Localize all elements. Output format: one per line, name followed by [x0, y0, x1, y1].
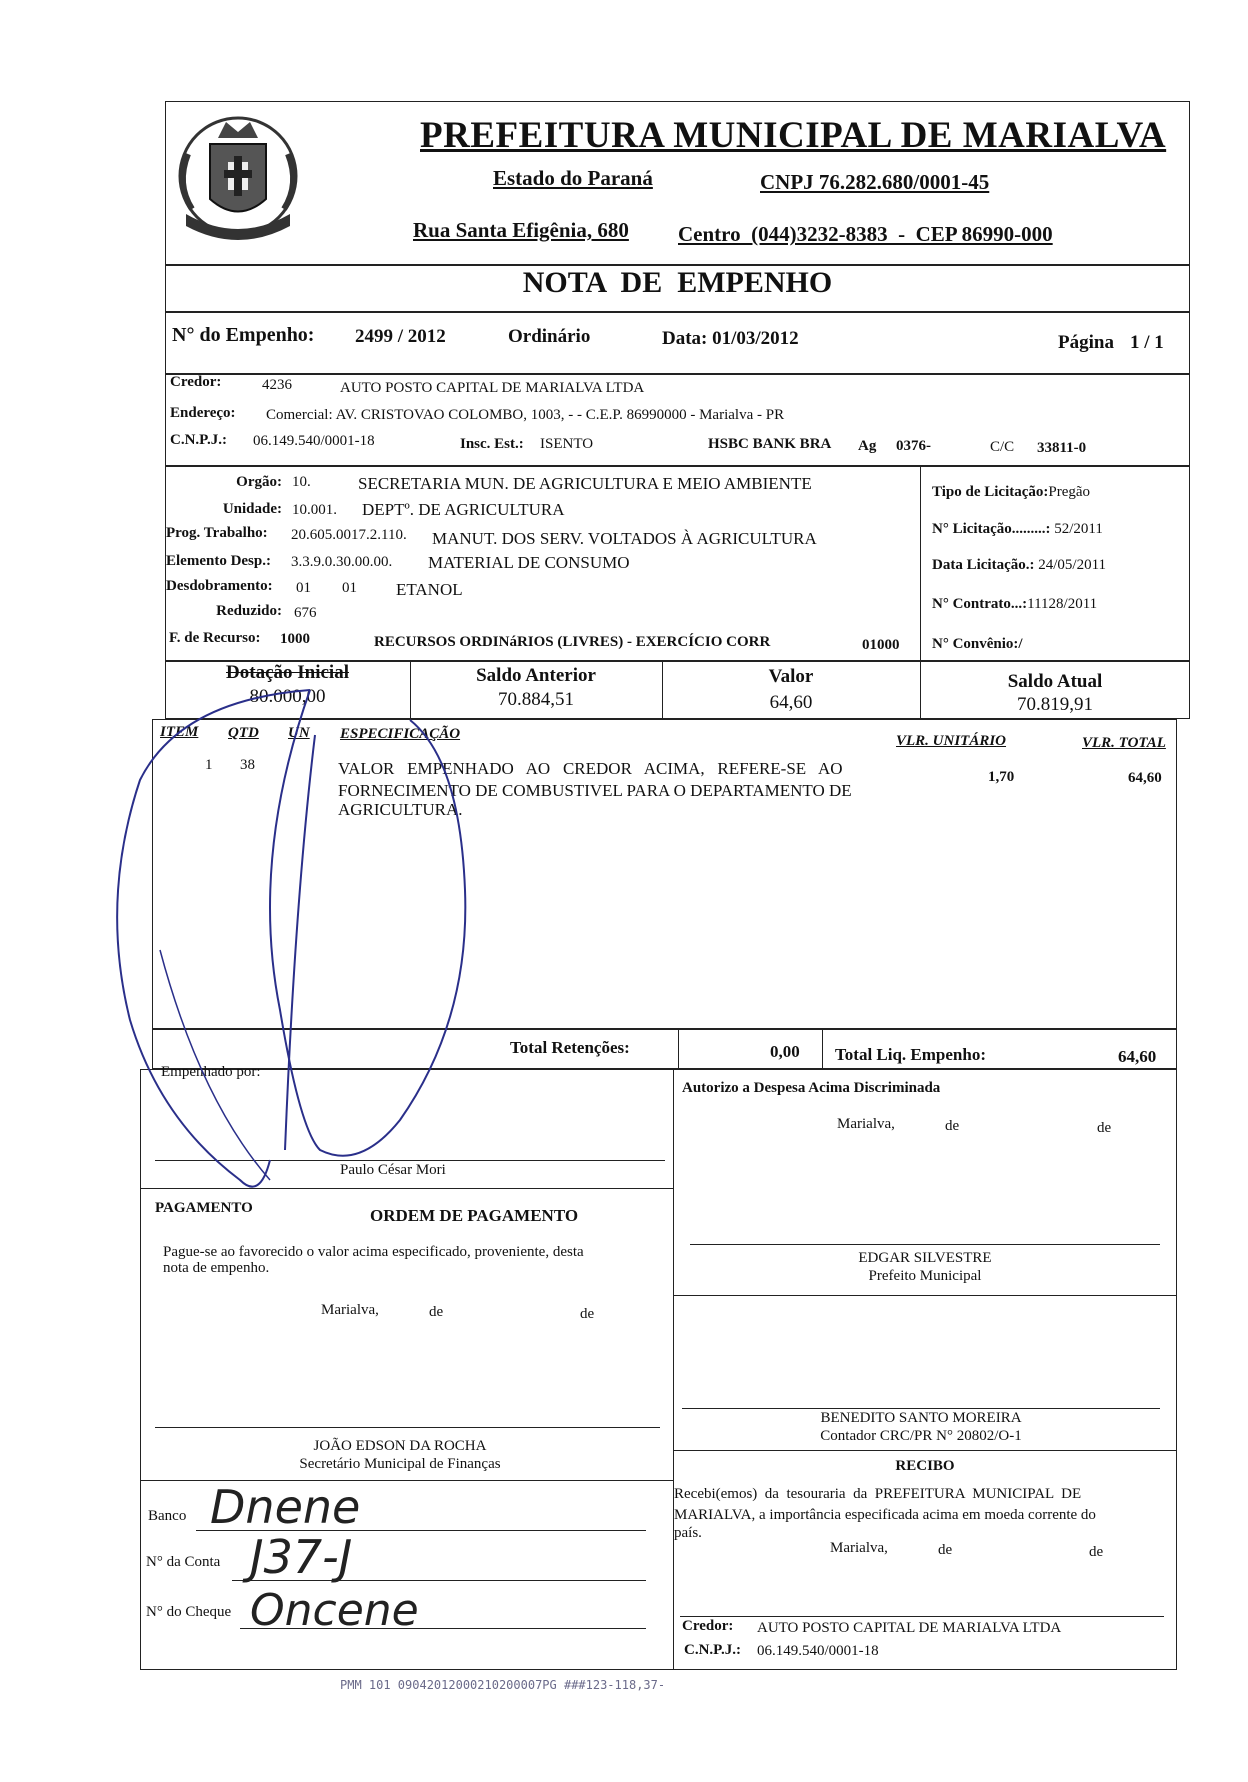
elemento-code: 3.3.9.0.30.00.00. [291, 554, 393, 570]
banco-label: Banco [148, 1508, 187, 1524]
recibo-text-line3: país. [674, 1525, 702, 1541]
empenhado-name: Paulo César Mori [340, 1162, 446, 1178]
reduzido-label: Reduzido: [216, 603, 282, 619]
secretary-title: Secretário Municipal de Finanças [299, 1456, 501, 1472]
pagamento-de2: de [580, 1306, 595, 1322]
prog-name: MANUT. DOS SERV. VOLTADOS À AGRICULTURA [432, 529, 817, 548]
recibo-text-line2: MARIALVA, a importância especificada acima em moeda corrente do [674, 1507, 1096, 1523]
numero-contrato: N° Contrato...:11128/2011 [932, 596, 1098, 612]
recurso-name: RECURSOS ORDINáRIOS (LIVRES) - EXERCÍCIO CORR [374, 634, 771, 650]
credor-name: AUTO POSTO CAPITAL DE MARIALVA LTDA [340, 380, 645, 396]
orgao-code: 10. [292, 474, 311, 490]
street-address: Rua Santa Efigênia, 680 [413, 218, 629, 242]
recibo-label: RECIBO [895, 1458, 955, 1474]
col-item: ITEM [160, 724, 199, 740]
item-number: 1 [205, 757, 213, 773]
credor-label: Credor: [170, 374, 222, 390]
numero-licitacao: N° Licitação.........: 52/2011 [932, 521, 1103, 537]
item-spec-line2: FORNECIMENTO DE COMBUSTIVEL PARA O DEPARTAMENTO DE [338, 781, 852, 800]
retencoes-value: 0,00 [770, 1042, 800, 1061]
page-number: 1 / 1 [1130, 332, 1164, 353]
pagamento-text-line1: Pague-se ao favorecido o valor acima especificado, proveniente, desta [163, 1244, 584, 1260]
liquido-label: Total Liq. Empenho: [835, 1045, 986, 1064]
pagamento-de1: de [429, 1304, 444, 1320]
cc-value: 33811-0 [1037, 440, 1087, 456]
coat-of-arms-seal [168, 104, 308, 254]
credor-address: Comercial: AV. CRISTOVAO COLOMBO, 1003, - - C.E.P. 86990000 - Marialva - PR [266, 407, 785, 423]
valor-value: 64,60 [769, 692, 813, 713]
mayor-name: EDGAR SILVESTRE [858, 1250, 992, 1266]
insc-label: Insc. Est.: [460, 436, 524, 452]
prog-label: Prog. Trabalho: [166, 525, 268, 541]
orgao-name: SECRETARIA MUN. DE AGRICULTURA E MEIO AMBIENTE [358, 474, 812, 493]
desdobramento-name: ETANOL [396, 580, 463, 599]
desdobramento-a: 01 [296, 580, 311, 596]
reduzido-value: 676 [294, 605, 317, 621]
page-label: Página [1058, 332, 1114, 353]
credor-cnpj: 06.149.540/0001-18 [253, 433, 375, 449]
pagamento-text-line2: nota de empenho. [163, 1260, 270, 1276]
accountant-name: BENEDITO SANTO MOREIRA [820, 1410, 1022, 1426]
numero-convenio: N° Convênio:/ [932, 636, 1023, 652]
dotacao-value: 80.000,00 [249, 686, 326, 707]
orgao-label: Orgão: [236, 474, 282, 490]
ordem-pagamento-label: ORDEM DE PAGAMENTO [370, 1206, 579, 1225]
ag-label: Ag [858, 438, 877, 454]
tipo-licitacao-label: Tipo de Licitação:Pregão [932, 484, 1091, 500]
col-spec: ESPECIFICAÇÃO [340, 726, 461, 742]
municipality-title: PREFEITURA MUNICIPAL DE MARIALVA [420, 115, 1167, 156]
state-label: Estado do Paraná [493, 166, 653, 190]
pagamento-city: Marialva, [321, 1302, 379, 1318]
conta-label: N° da Conta [146, 1554, 221, 1570]
cheque-handwriting: Oncene [250, 1585, 419, 1636]
saldo-atual-label: Saldo Atual [1007, 671, 1103, 692]
retencoes-label: Total Retenções: [510, 1038, 630, 1057]
desdobramento-label: Desdobramento: [166, 578, 273, 594]
dotacao-label: Dotação Inicial [226, 662, 349, 683]
unidade-label: Unidade: [222, 501, 282, 517]
secretary-name: JOÃO EDSON DA ROCHA [313, 1438, 487, 1454]
col-un: UN [288, 725, 310, 741]
desdobramento-b: 01 [342, 580, 357, 596]
ag-value: 0376- [896, 438, 931, 454]
recurso-code: 1000 [280, 631, 310, 647]
empenho-number-label: N° do Empenho: [172, 324, 315, 346]
recibo-de2: de [1089, 1544, 1104, 1560]
empenho-date: Data: 01/03/2012 [662, 328, 799, 349]
unidade-code: 10.001. [292, 502, 337, 518]
accountant-title: Contador CRC/PR N° 20802/O-1 [820, 1428, 1022, 1444]
col-unit-price: VLR. UNITÁRIO [896, 733, 1007, 749]
pagamento-label: PAGAMENTO [155, 1200, 253, 1216]
insc-value: ISENTO [540, 436, 594, 452]
bank-name: HSBC BANK BRA [708, 436, 832, 452]
col-total-price: VLR. TOTAL [1082, 735, 1166, 751]
footer-stamp: PMM 101 09042012000210200007PG ###123-118,37- [340, 1678, 666, 1692]
mayor-title: Prefeito Municipal [868, 1268, 982, 1284]
document-title: NOTA DE EMPENHO [522, 266, 833, 299]
item-spec-line3: AGRICULTURA. [338, 800, 463, 819]
recibo-cnpj-label: C.N.P.J.: [684, 1642, 741, 1658]
recurso-number: 01000 [862, 637, 900, 653]
recibo-cnpj: 06.149.540/0001-18 [757, 1643, 879, 1659]
autorizo-city: Marialva, [837, 1116, 895, 1132]
banco-handwriting: Dnene [210, 1480, 361, 1534]
address-rest: Centro (044)3232-8383 - CEP 86990-000 [678, 222, 1053, 246]
recibo-de1: de [938, 1542, 953, 1558]
conta-handwriting: J37-J [250, 1530, 353, 1584]
item-qtd: 38 [240, 757, 255, 773]
prog-code: 20.605.0017.2.110. [291, 527, 407, 543]
autorizo-de2: de [1097, 1120, 1112, 1136]
saldo-atual-value: 70.819,91 [1017, 694, 1093, 715]
elemento-name: MATERIAL DE CONSUMO [428, 553, 630, 572]
item-spec-line1: VALOR EMPENHADO AO CREDOR ACIMA, REFERE-SE AO [338, 759, 843, 778]
recibo-credor-label: Credor: [682, 1618, 734, 1634]
cnpj-label: C.N.P.J.: [170, 432, 227, 448]
recurso-label: F. de Recurso: [169, 630, 261, 646]
autorizo-de1: de [945, 1118, 960, 1134]
item-unit-price: 1,70 [988, 769, 1015, 785]
saldo-anterior-value: 70.884,51 [498, 689, 574, 710]
saldo-anterior-label: Saldo Anterior [476, 665, 596, 686]
recibo-text-line1: Recebi(emos) da tesouraria da PREFEITURA MUNICIPAL DE [674, 1486, 1082, 1502]
data-licitacao: Data Licitação.: 24/05/2011 [932, 557, 1107, 573]
valor-label: Valor [768, 666, 814, 687]
recibo-city: Marialva, [830, 1540, 888, 1556]
credor-code: 4236 [262, 377, 292, 393]
liquido-value: 64,60 [1118, 1047, 1157, 1066]
cheque-label: N° do Cheque [146, 1604, 232, 1620]
elemento-label: Elemento Desp.: [166, 553, 271, 569]
empenhado-label: Empenhado por: [161, 1064, 261, 1080]
endereco-label: Endereço: [170, 405, 236, 421]
empenho-type: Ordinário [508, 326, 591, 347]
autorizo-label: Autorizo a Despesa Acima Discriminada [682, 1080, 941, 1096]
cnpj-header: CNPJ 76.282.680/0001-45 [760, 170, 990, 194]
cc-label: C/C [990, 439, 1015, 455]
totals-box [152, 1029, 1177, 1069]
col-qtd: QTD [228, 725, 259, 741]
item-total: 64,60 [1128, 770, 1162, 786]
empenho-number: 2499 / 2012 [355, 326, 446, 347]
unidade-name: DEPTº. DE AGRICULTURA [362, 500, 565, 519]
recibo-credor: AUTO POSTO CAPITAL DE MARIALVA LTDA [757, 1620, 1062, 1636]
